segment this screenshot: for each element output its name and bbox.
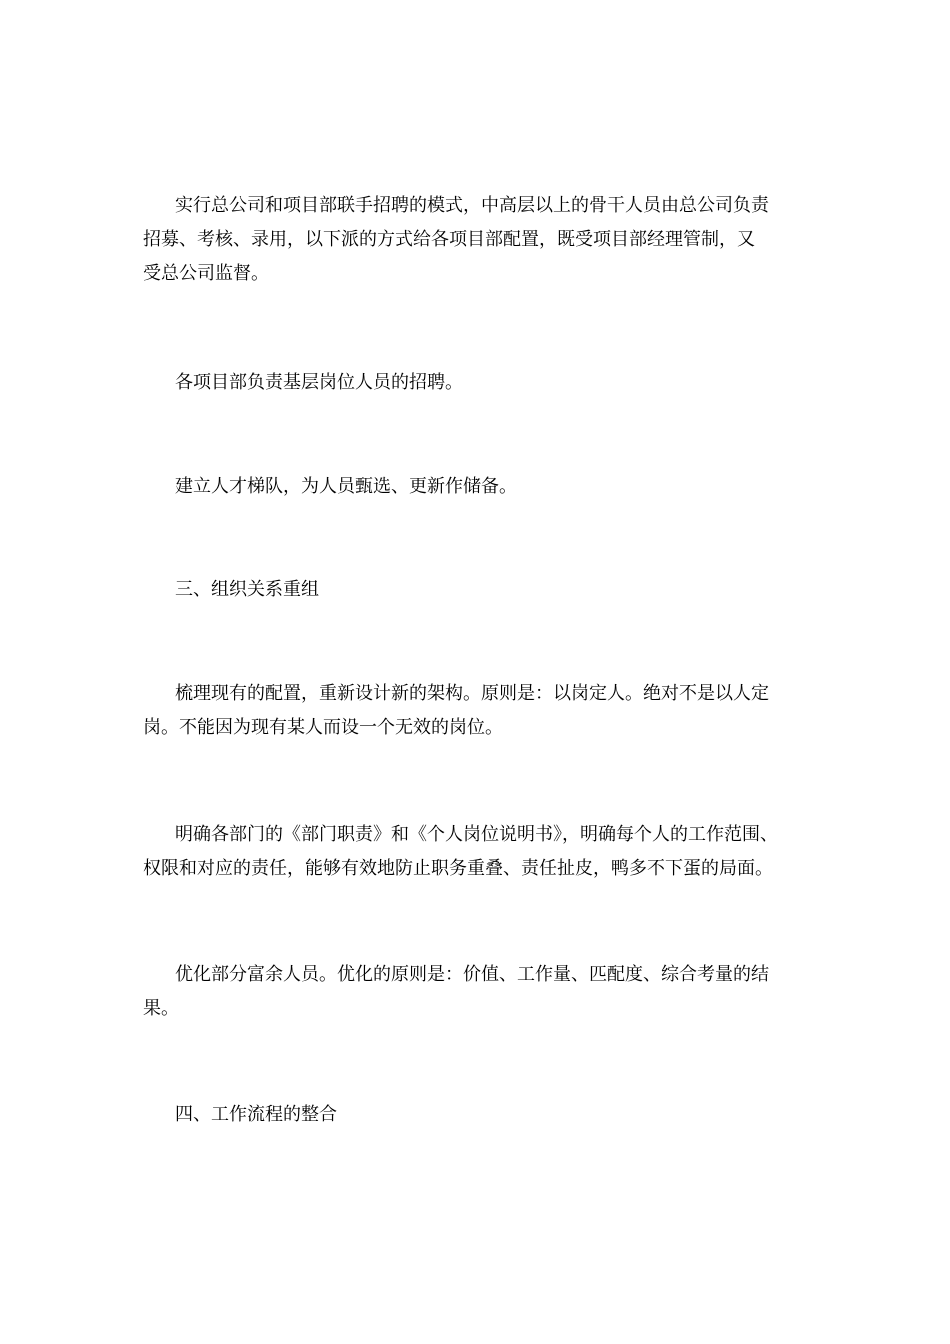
paragraph-line: 实行总公司和项目部联手招聘的模式，中高层以上的骨干人员由总公司负责 (175, 195, 769, 216)
paragraph-line: 建立人才梯队，为人员甄选、更新作储备。 (175, 476, 517, 497)
paragraph-line: 岗。不能因为现有某人而设一个无效的岗位。 (143, 717, 503, 738)
paragraph-line: 各项目部负责基层岗位人员的招聘。 (175, 372, 463, 393)
paragraph-line: 优化部分富余人员。优化的原则是：价值、工作量、匹配度、综合考量的结 (175, 964, 769, 985)
paragraph-optimize-staff (143, 958, 813, 1026)
paragraph-line: 招募、考核、录用，以下派的方式给各项目部配置，既受项目部经理管制，又 (143, 229, 755, 250)
paragraph-recruitment-model (143, 189, 813, 291)
heading-text: 四、工作流程的整合 (175, 1104, 337, 1125)
paragraph-line: 受总公司监督。 (143, 263, 269, 284)
paragraph-restructure-principle (143, 677, 813, 745)
paragraph-talent-pipeline (143, 470, 813, 504)
paragraph-line: 果。 (143, 998, 179, 1019)
paragraph-line: 梳理现有的配置，重新设计新的架构。原则是：以岗定人。绝对不是以人定 (175, 683, 769, 704)
paragraph-line: 明确各部门的《部门职责》和《个人岗位说明书》，明确每个人的工作范围、 (175, 824, 778, 845)
paragraph-responsibilities (143, 818, 813, 886)
section-heading-3 (143, 573, 813, 607)
heading-text: 三、组织关系重组 (175, 579, 319, 600)
section-heading-4 (143, 1098, 813, 1132)
paragraph-line: 权限和对应的责任，能够有效地防止职务重叠、责任扯皮，鸭多不下蛋的局面。 (143, 858, 773, 879)
paragraph-grassroots-recruitment (143, 366, 813, 400)
